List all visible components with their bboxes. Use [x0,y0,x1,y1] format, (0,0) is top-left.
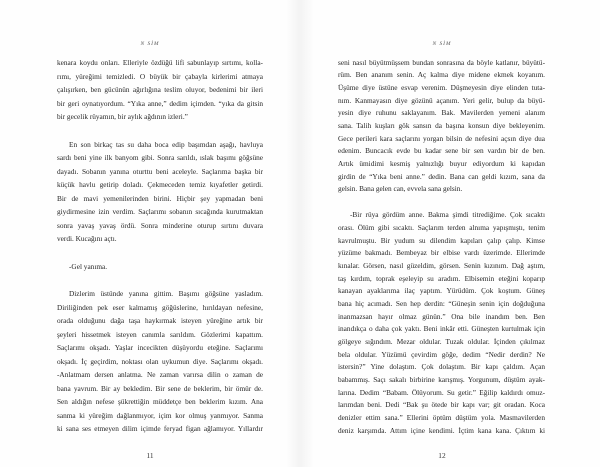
running-head: N SİM [432,41,452,47]
text-line: istersin?” Yine dolaştım. Çok dolaştım. Bir kapı çaldım. Açan [338,362,545,372]
text-line: Sen aldığın nefese şükrettiğin müddetçe ben beklerim kızım. Ana [57,397,263,407]
text-line: denizler ettim sana.” Ellerini öptüm düştüm yola. Masmavilerden [338,413,545,423]
text-line: rımı, yüreğimi temizledi. O büyük bir çabayla kirlerimi atmaya [57,71,263,81]
text-line: gelsin. Bana gelen can, evvela sana gelsin. [338,184,463,194]
running-head: N SİM [140,41,160,47]
text-line: bana hiç acımadı. Sen hep derdin: “Güneşin senin için doğduğuna [338,298,545,308]
text-line: okşadı. İç geçirdim, noktası olan uykumun diye. Saçlarımı okşadı. [57,356,263,366]
text-line: Artık ümidimi kesmiş yalnızlığı buyur ediyordum ki kapıdan [338,159,545,169]
text-line: küçük havlu getirip doladı. Çekmeceden temiz kıyafetler getirdi. [57,180,263,190]
text-line: -Anlatmam dersen anlatma. Ne zaman varırsa dilin o zaman de [57,370,263,380]
text-line: sana. Talih kuşları gök sansın da başına konsun diye bekleyenim. [338,121,545,131]
text-line: Diriliğinden pek eser kalmamış göğüslerine, hırıldayan nefesine, [57,302,263,312]
text-line: sonra yavaş yavaş ördü. Sonra minderine oturup sırtını duvara [57,220,263,230]
text-line: taş kırdım, toprak eşeleyip su aradım. Elbisemin eteğini koparıp [338,273,545,283]
text-line: rüm. Ben ananım senin. Aç kalma diye midene ekmek koyanım. [338,70,545,80]
gutter-shadow [286,0,314,467]
text-line: Bir de mavi yemenilerinden birini. Hiçbir şey yapmadan beni [57,193,263,203]
paragraph [338,57,545,197]
text-line: kavrulmuştu. Bir yudum su dilendim kapıları çalıp çalıp. Kimse [338,235,545,245]
text-line: -Gel yanıma. [69,261,108,271]
paragraph [57,260,263,274]
text-line: Üşüme diye üstüne esvap verenim. Düşmeyesin diye elinden tuta- [338,82,545,92]
text-line: seni nasıl büyütmüşsem bundan sonrasına da böyle katlanır, büyütü- [338,57,545,67]
text-line: orası. Ölüm gibi sıcaktı. Saçlarım terden alnıma yapışmıştı, tenim [338,222,545,232]
text-line: bana yavrum. Bir ay bekledim. Bir sene de beklerim, bir ömür de. [57,383,263,393]
text-line: larımdan beni. Dedi “Bak şu ötede bir kapı var; git oradan. Koca [338,400,545,410]
text-line: sardı beni yine ilk banyom gibi. Sonra sarıldı, ıslak başımı göğsüne [57,153,263,163]
text-line: gölgeye sığındım. Mezar oldular. Tuzak oldular. İçinden çıkılmaz [338,337,545,347]
text-line: babammış. Saçı sakalı birbirine karışmış. Yorgunum, düştüm ayak- [338,375,545,385]
text-line: kınalar. Görsen, nasıl güzeldim, görsen. Senin kızınım. Dağ aştım, [338,260,545,270]
text-line: edenim. Buncacık evde bu kadar sene bir sen vardın bir de ben. [338,146,545,156]
text-column [338,57,545,438]
text-line: şeyleri hissetmek isteyen canımla sarıldım. Gözlerimi kapattım. [57,329,263,339]
text-line: bir gecelik rüyamın, bir aylık ağdının izleri.” [57,112,188,122]
text-line: girdin de “Yıka beni anne.” dedin. Bana can geldi kızım, sana da [338,171,545,181]
page-number: 11 [146,451,154,460]
text-line: kanayan ayaklarıma ilaç yaptım. Yürüdüm. Çok koştum. Güneş [338,286,545,296]
text-line: kenara koydu onları. Elleriyle özdüğü lifi sabunlayıp sırtımı, kolla- [57,58,263,68]
text-line: giydirmesine izin verdim. Saçlarımı sobanın sıcağında kurutmaktan [57,207,263,217]
text-line: yüzüme bakmadı. Bembeyaz bir elbise vardı üzerimde. Ellerimde [338,248,545,258]
text-line: inanmazsan hayır olmaz günün.” Ona bile inandım ben. Ben [338,311,545,321]
paragraph [57,56,263,124]
text-line: verdi. Kucağını açtı. [57,234,117,244]
paragraph [338,209,545,437]
text-line: nım. Kanmayasın diye gözünü açanım. Yeri gelir, bulup da büyü- [338,95,545,105]
text-line: yesin diye ruhunu saklayanım. Bak. Mavilerden yemeni alanım [338,108,545,118]
text-line: orada olduğunu dağa taşa haykırmak isteyen yüreğine artık bir [57,316,263,326]
text-line: çalışırken, ben gücünün ağırlığına teslim oluyor, bedenimi bir ileri [57,85,263,95]
text-line: ki sana ses etmeyen dilim içimde feryad figan ağlamıyor. Yıllardır [57,424,263,434]
text-column [57,56,263,436]
text-line: Gece perileri kara saçlarını yorgan bilsin de nefesini açsın diye dua [338,133,545,143]
text-line: Dizlerim üstünde yanına gittim. Başımı göğsüne yasladım. [69,289,263,299]
text-line: dayadı. Sobanın yanına oturttu beni aceleyle. Saçlarıma başka bir [57,166,263,176]
text-line: -Bir rüya gördüm anne. Bakma şimdi titrediğime. Çok sıcaktı [350,210,545,220]
text-line: bir geri oynatıyordum. “Yıka anne,” dedim içimden. “yıka da gitsin [57,98,263,108]
paragraph [57,138,263,246]
text-line: bela oldular. Yüzümü çevirdim göğe, dedim “Nedir derdin? Ne [338,349,545,359]
page-number: 12 [438,451,446,460]
text-line: inandıkça o daha çok yaktı. Beni inkâr etti. Güneşten kurtulmak için [338,324,545,334]
text-line: Saçlarımı okşadı. Yaşlar incecikten düşüyordu eteğine. Saçlarımı [57,343,263,353]
paragraph [57,287,263,436]
text-line: deniz karşımda. Attım içine kendimi. İçtim kana kana. Çıktım ki [338,425,545,435]
text-line: sanma ki yüreğim dağlanmıyor, içim kor olmuş yanmıyor. Sanma [57,410,263,420]
text-line: larına. Dedim “Babam. Ölüyorum. Su getir.” Eğilip kaldırdı omuz- [338,387,545,397]
text-line: En son birkaç tas su daha boca edip başımdan aşağı, havluya [69,139,263,149]
